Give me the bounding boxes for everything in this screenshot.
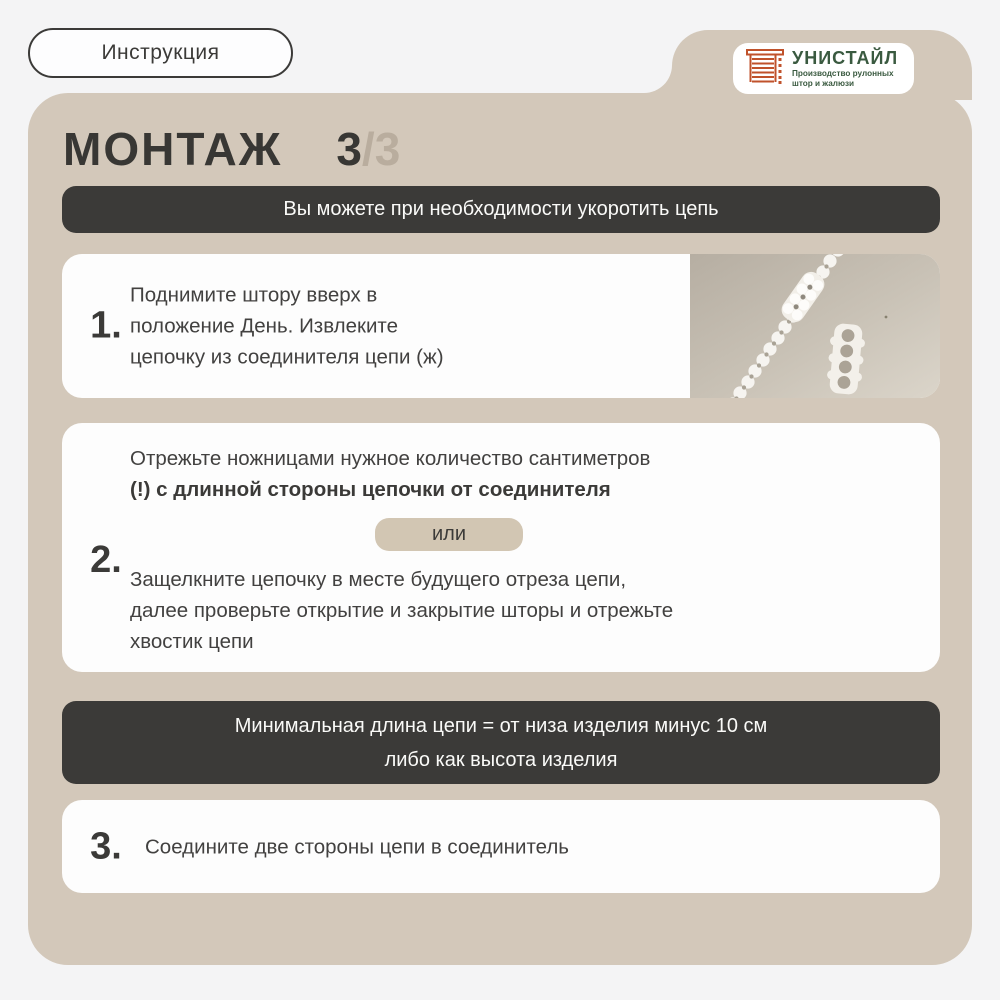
step3-card (62, 800, 940, 893)
step1-text-line2: положение День. Извлеките (130, 314, 398, 338)
page-total: 3 (374, 123, 401, 175)
step2-part2-line3: хвостик цепи (130, 630, 254, 653)
page-current: 3 (336, 123, 362, 175)
step2-part2-line1: Защелкните цепочку в месте будущего отреза цепи, (130, 568, 627, 591)
step1-number: 1. (90, 304, 122, 347)
step1-text (130, 280, 490, 373)
middle-banner-line1: Минимальная длина цепи = от низа изделия минус 10 см (234, 714, 768, 737)
logo-card (733, 43, 914, 94)
step2-text-part2 (130, 564, 673, 657)
or-pill: или (375, 518, 523, 551)
brand-name: УНИСТАЙЛ (792, 48, 899, 68)
top-banner (62, 186, 940, 233)
step1-card (62, 254, 940, 398)
step3-number: 3. (90, 825, 122, 867)
step2-text-part1 (130, 443, 650, 505)
step1-photo (690, 254, 940, 398)
page-indicator (336, 122, 400, 176)
step2-text-regular: Отрежьте ножницами нужное количество сантиметров (130, 447, 651, 470)
page-separator: / (361, 123, 375, 175)
top-banner-text: Вы можете при необходимости укоротить цепь (283, 198, 719, 220)
photo-speck (885, 316, 888, 319)
middle-banner (62, 701, 940, 784)
brand-tagline-line1: Производство рулонных (792, 69, 894, 78)
step3-text: Соедините две стороны цепи в соединитель (145, 835, 569, 858)
step2-text-bold: (!) с длинной стороны цепочки от соединителя (130, 478, 611, 501)
page-title-row (63, 122, 400, 176)
step1-text-line3: цепочку из соединителя цепи (ж) (130, 345, 444, 369)
page-title: МОНТАЖ (63, 123, 283, 175)
step2-number: 2. (90, 539, 122, 581)
step1-text-line1: Поднимите штору вверх в (130, 283, 378, 307)
brand-tagline-line2: штор и жалюзи (792, 78, 855, 88)
instruction-badge: Инструкция (28, 28, 293, 78)
middle-banner-line2: либо как высота изделия (384, 748, 618, 771)
step2-part2-line2: далее проверьте открытие и закрытие шторы и отрежьте (130, 599, 674, 622)
blinds-icon (745, 48, 785, 90)
step2-card (62, 423, 940, 672)
